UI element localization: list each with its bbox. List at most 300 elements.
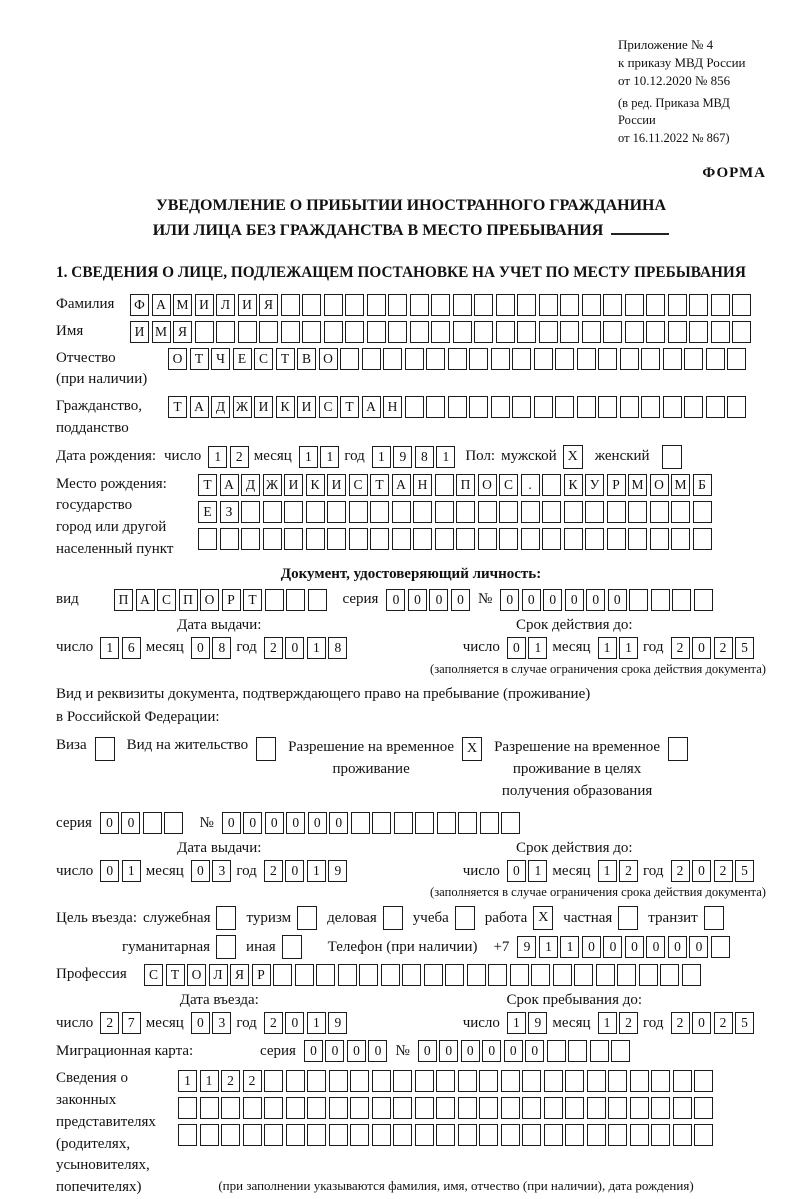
char-box[interactable] xyxy=(437,812,456,834)
char-box[interactable]: 2 xyxy=(619,1012,638,1034)
char-box[interactable]: С xyxy=(349,474,368,496)
char-box[interactable]: 0 xyxy=(500,589,519,611)
char-box[interactable] xyxy=(478,528,497,550)
char-box[interactable] xyxy=(620,348,639,370)
char-box[interactable]: О xyxy=(200,589,219,611)
char-box[interactable] xyxy=(241,501,260,523)
char-box[interactable]: Ж xyxy=(233,396,252,418)
char-box[interactable]: Я xyxy=(230,964,249,986)
char-box[interactable] xyxy=(349,501,368,523)
char-box[interactable] xyxy=(415,812,434,834)
char-box[interactable]: 1 xyxy=(598,860,617,882)
char-box[interactable] xyxy=(474,321,493,343)
char-box[interactable] xyxy=(359,964,378,986)
char-box[interactable] xyxy=(564,501,583,523)
char-box[interactable]: О xyxy=(187,964,206,986)
char-box[interactable] xyxy=(684,396,703,418)
char-box[interactable] xyxy=(362,348,381,370)
char-box[interactable]: 2 xyxy=(264,637,283,659)
char-box[interactable] xyxy=(324,321,343,343)
char-box[interactable] xyxy=(625,294,644,316)
char-box[interactable] xyxy=(539,294,558,316)
char-box[interactable]: О xyxy=(478,474,497,496)
char-box[interactable] xyxy=(273,964,292,986)
char-box[interactable]: 0 xyxy=(603,936,622,958)
char-box[interactable] xyxy=(413,501,432,523)
char-box[interactable]: О xyxy=(650,474,669,496)
char-box[interactable] xyxy=(603,294,622,316)
char-box[interactable] xyxy=(456,528,475,550)
char-box[interactable]: 1 xyxy=(100,637,119,659)
char-box[interactable]: 0 xyxy=(368,1040,387,1062)
char-box[interactable]: 0 xyxy=(285,1012,304,1034)
char-box[interactable] xyxy=(641,348,660,370)
char-box[interactable]: Р xyxy=(222,589,241,611)
char-box[interactable]: 0 xyxy=(692,637,711,659)
char-box[interactable]: 0 xyxy=(565,589,584,611)
char-box[interactable] xyxy=(350,1124,369,1146)
char-box[interactable]: С xyxy=(144,964,163,986)
purpose-checkbox-1[interactable] xyxy=(282,935,302,959)
char-box[interactable]: 3 xyxy=(212,1012,231,1034)
char-box[interactable] xyxy=(388,294,407,316)
char-box[interactable]: Т xyxy=(243,589,262,611)
char-box[interactable]: 2 xyxy=(619,860,638,882)
char-box[interactable]: 0 xyxy=(451,589,470,611)
char-box[interactable]: Т xyxy=(276,348,295,370)
char-box[interactable]: Б xyxy=(693,474,712,496)
char-box[interactable]: 0 xyxy=(243,812,262,834)
char-box[interactable]: 0 xyxy=(668,936,687,958)
char-box[interactable] xyxy=(560,294,579,316)
char-box[interactable] xyxy=(302,321,321,343)
char-box[interactable] xyxy=(220,528,239,550)
char-box[interactable] xyxy=(281,321,300,343)
char-box[interactable] xyxy=(607,528,626,550)
char-box[interactable]: 0 xyxy=(586,589,605,611)
char-box[interactable] xyxy=(706,348,725,370)
char-box[interactable]: 2 xyxy=(221,1070,240,1092)
char-box[interactable] xyxy=(577,396,596,418)
purpose-checkbox-5[interactable] xyxy=(618,906,638,930)
char-box[interactable]: 0 xyxy=(265,812,284,834)
char-box[interactable]: 0 xyxy=(625,936,644,958)
char-box[interactable] xyxy=(410,321,429,343)
char-box[interactable]: . xyxy=(521,474,540,496)
char-box[interactable] xyxy=(431,321,450,343)
char-box[interactable]: Д xyxy=(241,474,260,496)
char-box[interactable] xyxy=(388,321,407,343)
char-box[interactable]: 0 xyxy=(347,1040,366,1062)
char-box[interactable]: Ф xyxy=(130,294,149,316)
char-box[interactable] xyxy=(706,396,725,418)
char-box[interactable]: Л xyxy=(209,964,228,986)
char-box[interactable] xyxy=(436,1070,455,1092)
char-box[interactable] xyxy=(178,1097,197,1119)
char-box[interactable]: Я xyxy=(173,321,192,343)
char-box[interactable]: Т xyxy=(370,474,389,496)
char-box[interactable] xyxy=(393,1097,412,1119)
char-box[interactable] xyxy=(372,1070,391,1092)
char-box[interactable] xyxy=(372,1097,391,1119)
gender-female-checkbox[interactable] xyxy=(662,445,682,469)
char-box[interactable] xyxy=(598,348,617,370)
char-box[interactable] xyxy=(426,396,445,418)
char-box[interactable] xyxy=(200,1097,219,1119)
char-box[interactable] xyxy=(641,396,660,418)
char-box[interactable] xyxy=(306,501,325,523)
char-box[interactable]: 0 xyxy=(582,936,601,958)
char-box[interactable]: С xyxy=(254,348,273,370)
char-box[interactable]: 1 xyxy=(122,860,141,882)
char-box[interactable]: 0 xyxy=(525,1040,544,1062)
char-box[interactable] xyxy=(306,528,325,550)
char-box[interactable] xyxy=(238,321,257,343)
char-box[interactable]: 9 xyxy=(328,860,347,882)
char-box[interactable] xyxy=(264,1097,283,1119)
char-box[interactable]: 0 xyxy=(439,1040,458,1062)
char-box[interactable] xyxy=(338,964,357,986)
char-box[interactable] xyxy=(587,1097,606,1119)
char-box[interactable] xyxy=(544,1070,563,1092)
char-box[interactable] xyxy=(611,1040,630,1062)
char-box[interactable] xyxy=(668,321,687,343)
char-box[interactable] xyxy=(286,589,305,611)
char-box[interactable]: М xyxy=(173,294,192,316)
char-box[interactable]: 0 xyxy=(692,860,711,882)
char-box[interactable] xyxy=(415,1097,434,1119)
char-box[interactable]: 2 xyxy=(714,860,733,882)
char-box[interactable] xyxy=(405,348,424,370)
char-box[interactable] xyxy=(577,348,596,370)
char-box[interactable] xyxy=(671,528,690,550)
char-box[interactable] xyxy=(307,1070,326,1092)
char-box[interactable] xyxy=(598,396,617,418)
char-box[interactable] xyxy=(517,321,536,343)
char-box[interactable]: 1 xyxy=(528,860,547,882)
char-box[interactable] xyxy=(372,812,391,834)
char-box[interactable] xyxy=(694,1124,713,1146)
char-box[interactable]: 9 xyxy=(393,446,412,468)
char-box[interactable] xyxy=(329,1070,348,1092)
char-box[interactable] xyxy=(448,396,467,418)
char-box[interactable] xyxy=(445,964,464,986)
purpose-checkbox-4[interactable]: X xyxy=(533,906,553,930)
char-box[interactable] xyxy=(394,812,413,834)
char-box[interactable] xyxy=(639,964,658,986)
char-box[interactable]: 2 xyxy=(671,637,690,659)
char-box[interactable]: 0 xyxy=(308,812,327,834)
char-box[interactable]: 1 xyxy=(307,637,326,659)
char-box[interactable] xyxy=(694,589,713,611)
char-box[interactable] xyxy=(243,1097,262,1119)
char-box[interactable]: 0 xyxy=(689,936,708,958)
char-box[interactable]: И xyxy=(238,294,257,316)
temp-residence-education-checkbox[interactable] xyxy=(668,737,688,761)
char-box[interactable] xyxy=(200,1124,219,1146)
char-box[interactable] xyxy=(198,528,217,550)
char-box[interactable] xyxy=(522,1070,541,1092)
char-box[interactable]: Н xyxy=(383,396,402,418)
char-box[interactable] xyxy=(727,396,746,418)
char-box[interactable] xyxy=(534,348,553,370)
char-box[interactable] xyxy=(458,1097,477,1119)
char-box[interactable] xyxy=(413,528,432,550)
char-box[interactable] xyxy=(651,1124,670,1146)
char-box[interactable]: В xyxy=(297,348,316,370)
char-box[interactable] xyxy=(547,1040,566,1062)
char-box[interactable] xyxy=(243,1124,262,1146)
char-box[interactable]: 0 xyxy=(461,1040,480,1062)
char-box[interactable] xyxy=(512,396,531,418)
residence-permit-checkbox[interactable] xyxy=(256,737,276,761)
char-box[interactable] xyxy=(512,348,531,370)
char-box[interactable]: 6 xyxy=(122,637,141,659)
char-box[interactable] xyxy=(663,396,682,418)
char-box[interactable] xyxy=(646,321,665,343)
char-box[interactable]: 0 xyxy=(100,860,119,882)
char-box[interactable]: Ч xyxy=(211,348,230,370)
char-box[interactable] xyxy=(608,1124,627,1146)
char-box[interactable]: О xyxy=(319,348,338,370)
char-box[interactable] xyxy=(673,1097,692,1119)
char-box[interactable] xyxy=(590,1040,609,1062)
char-box[interactable] xyxy=(596,964,615,986)
char-box[interactable] xyxy=(351,812,370,834)
char-box[interactable]: 5 xyxy=(735,860,754,882)
char-box[interactable]: 0 xyxy=(692,1012,711,1034)
char-box[interactable]: А xyxy=(220,474,239,496)
char-box[interactable]: 0 xyxy=(285,637,304,659)
char-box[interactable]: М xyxy=(628,474,647,496)
char-box[interactable]: 0 xyxy=(646,936,665,958)
char-box[interactable] xyxy=(630,1097,649,1119)
char-box[interactable] xyxy=(467,964,486,986)
char-box[interactable] xyxy=(265,589,284,611)
char-box[interactable]: А xyxy=(152,294,171,316)
temp-residence-checkbox[interactable]: X xyxy=(462,737,482,761)
char-box[interactable] xyxy=(544,1124,563,1146)
char-box[interactable] xyxy=(370,501,389,523)
char-box[interactable]: Д xyxy=(211,396,230,418)
char-box[interactable] xyxy=(673,1070,692,1092)
char-box[interactable]: 2 xyxy=(264,860,283,882)
purpose-checkbox-0[interactable] xyxy=(216,906,236,930)
char-box[interactable] xyxy=(370,528,389,550)
char-box[interactable]: 0 xyxy=(507,860,526,882)
char-box[interactable] xyxy=(650,501,669,523)
char-box[interactable] xyxy=(367,321,386,343)
char-box[interactable]: П xyxy=(179,589,198,611)
char-box[interactable]: Е xyxy=(198,501,217,523)
char-box[interactable] xyxy=(381,964,400,986)
char-box[interactable]: А xyxy=(362,396,381,418)
char-box[interactable] xyxy=(143,812,162,834)
char-box[interactable] xyxy=(672,589,691,611)
char-box[interactable] xyxy=(663,348,682,370)
char-box[interactable]: 1 xyxy=(307,1012,326,1034)
char-box[interactable] xyxy=(286,1097,305,1119)
char-box[interactable] xyxy=(603,321,622,343)
char-box[interactable]: Ж xyxy=(263,474,282,496)
char-box[interactable] xyxy=(499,501,518,523)
char-box[interactable] xyxy=(367,294,386,316)
char-box[interactable] xyxy=(607,501,626,523)
char-box[interactable]: 9 xyxy=(517,936,536,958)
char-box[interactable]: 1 xyxy=(539,936,558,958)
char-box[interactable] xyxy=(195,321,214,343)
char-box[interactable] xyxy=(308,589,327,611)
char-box[interactable]: 1 xyxy=(372,446,391,468)
char-box[interactable] xyxy=(453,294,472,316)
char-box[interactable]: 0 xyxy=(191,1012,210,1034)
char-box[interactable] xyxy=(284,501,303,523)
char-box[interactable] xyxy=(216,321,235,343)
char-box[interactable]: Т xyxy=(168,396,187,418)
char-box[interactable]: 2 xyxy=(230,446,249,468)
char-box[interactable] xyxy=(587,1124,606,1146)
char-box[interactable]: 1 xyxy=(436,446,455,468)
char-box[interactable] xyxy=(302,294,321,316)
char-box[interactable]: 0 xyxy=(408,589,427,611)
purpose-checkbox-2[interactable] xyxy=(383,906,403,930)
char-box[interactable] xyxy=(350,1070,369,1092)
char-box[interactable] xyxy=(479,1070,498,1092)
char-box[interactable]: 1 xyxy=(560,936,579,958)
char-box[interactable]: 1 xyxy=(598,1012,617,1034)
char-box[interactable]: Т xyxy=(340,396,359,418)
char-box[interactable]: 5 xyxy=(735,1012,754,1034)
char-box[interactable] xyxy=(651,1070,670,1092)
char-box[interactable]: 1 xyxy=(299,446,318,468)
char-box[interactable]: И xyxy=(130,321,149,343)
char-box[interactable] xyxy=(410,294,429,316)
char-box[interactable]: 7 xyxy=(122,1012,141,1034)
char-box[interactable] xyxy=(534,396,553,418)
char-box[interactable] xyxy=(491,348,510,370)
char-box[interactable] xyxy=(453,321,472,343)
char-box[interactable]: С xyxy=(499,474,518,496)
char-box[interactable] xyxy=(469,396,488,418)
char-box[interactable]: К xyxy=(306,474,325,496)
char-box[interactable]: 2 xyxy=(714,637,733,659)
char-box[interactable]: Т xyxy=(190,348,209,370)
char-box[interactable] xyxy=(436,1097,455,1119)
char-box[interactable] xyxy=(689,321,708,343)
char-box[interactable] xyxy=(431,294,450,316)
char-box[interactable] xyxy=(415,1070,434,1092)
char-box[interactable] xyxy=(711,294,730,316)
char-box[interactable]: М xyxy=(671,474,690,496)
char-box[interactable] xyxy=(628,528,647,550)
char-box[interactable]: 0 xyxy=(304,1040,323,1062)
char-box[interactable] xyxy=(517,294,536,316)
char-box[interactable]: 1 xyxy=(178,1070,197,1092)
char-box[interactable] xyxy=(689,294,708,316)
char-box[interactable] xyxy=(542,501,561,523)
char-box[interactable] xyxy=(521,501,540,523)
char-box[interactable]: Р xyxy=(607,474,626,496)
char-box[interactable] xyxy=(629,589,648,611)
char-box[interactable] xyxy=(617,964,636,986)
char-box[interactable] xyxy=(435,501,454,523)
purpose-checkbox-3[interactable] xyxy=(455,906,475,930)
char-box[interactable]: 8 xyxy=(415,446,434,468)
char-box[interactable] xyxy=(582,321,601,343)
purpose-checkbox-0[interactable] xyxy=(216,935,236,959)
char-box[interactable] xyxy=(501,1070,520,1092)
char-box[interactable] xyxy=(340,348,359,370)
char-box[interactable]: Р xyxy=(252,964,271,986)
char-box[interactable] xyxy=(458,1070,477,1092)
char-box[interactable] xyxy=(564,528,583,550)
char-box[interactable]: 1 xyxy=(507,1012,526,1034)
char-box[interactable]: Т xyxy=(198,474,217,496)
char-box[interactable]: 2 xyxy=(714,1012,733,1034)
char-box[interactable] xyxy=(693,501,712,523)
char-box[interactable] xyxy=(496,294,515,316)
char-box[interactable] xyxy=(221,1124,240,1146)
char-box[interactable] xyxy=(544,1097,563,1119)
char-box[interactable] xyxy=(711,321,730,343)
char-box[interactable] xyxy=(402,964,421,986)
char-box[interactable] xyxy=(693,528,712,550)
char-box[interactable] xyxy=(501,812,520,834)
char-box[interactable] xyxy=(324,294,343,316)
char-box[interactable] xyxy=(307,1124,326,1146)
char-box[interactable] xyxy=(263,501,282,523)
char-box[interactable]: А xyxy=(136,589,155,611)
char-box[interactable] xyxy=(281,294,300,316)
char-box[interactable] xyxy=(651,1097,670,1119)
char-box[interactable]: У xyxy=(585,474,604,496)
char-box[interactable] xyxy=(660,964,679,986)
char-box[interactable]: К xyxy=(276,396,295,418)
char-box[interactable] xyxy=(565,1070,584,1092)
char-box[interactable]: И xyxy=(327,474,346,496)
char-box[interactable] xyxy=(574,964,593,986)
char-box[interactable] xyxy=(295,964,314,986)
char-box[interactable] xyxy=(480,812,499,834)
char-box[interactable] xyxy=(555,396,574,418)
char-box[interactable] xyxy=(259,321,278,343)
char-box[interactable]: Т xyxy=(166,964,185,986)
char-box[interactable] xyxy=(393,1070,412,1092)
char-box[interactable] xyxy=(436,1124,455,1146)
char-box[interactable]: 2 xyxy=(264,1012,283,1034)
char-box[interactable] xyxy=(178,1124,197,1146)
char-box[interactable]: 2 xyxy=(671,1012,690,1034)
char-box[interactable] xyxy=(682,964,701,986)
char-box[interactable]: К xyxy=(564,474,583,496)
char-box[interactable]: 8 xyxy=(212,637,231,659)
char-box[interactable]: И xyxy=(254,396,273,418)
char-box[interactable] xyxy=(393,1124,412,1146)
char-box[interactable]: 0 xyxy=(418,1040,437,1062)
char-box[interactable] xyxy=(327,501,346,523)
char-box[interactable] xyxy=(673,1124,692,1146)
char-box[interactable]: 0 xyxy=(121,812,140,834)
char-box[interactable]: 0 xyxy=(100,812,119,834)
char-box[interactable] xyxy=(560,321,579,343)
char-box[interactable] xyxy=(651,589,670,611)
char-box[interactable]: 0 xyxy=(191,637,210,659)
char-box[interactable] xyxy=(585,501,604,523)
char-box[interactable] xyxy=(316,964,335,986)
char-box[interactable] xyxy=(264,1124,283,1146)
char-box[interactable]: 1 xyxy=(598,637,617,659)
char-box[interactable] xyxy=(553,964,572,986)
